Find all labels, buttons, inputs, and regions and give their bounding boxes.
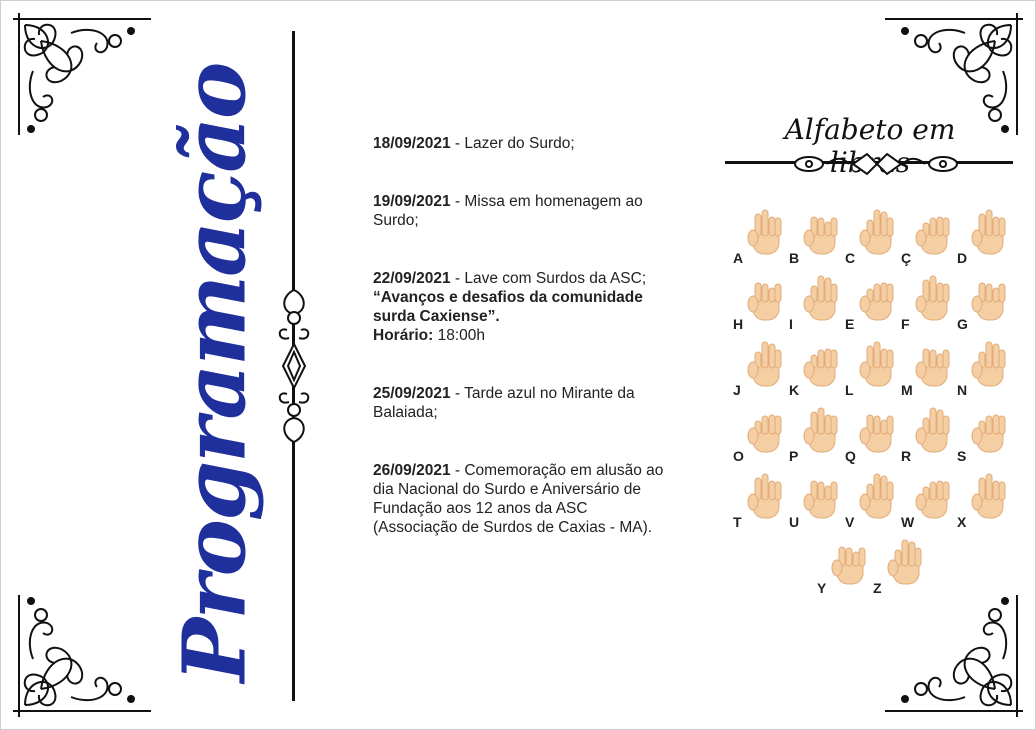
- agenda-highlight: “Avanços e desafios da comunidade surda Caxiense”.: [373, 289, 643, 325]
- flourish-divider-icon: [277, 286, 311, 446]
- hand-sign-icon: [913, 470, 955, 522]
- hand-sign-icon: [801, 338, 843, 390]
- hand-sign-icon: [969, 206, 1011, 258]
- agenda-text: - Lazer do Surdo;: [450, 135, 575, 152]
- agenda-text: - Tarde azul no Mirante da Balaiada;: [373, 385, 635, 421]
- hand-sign-icon: [885, 536, 927, 588]
- sign-cell: [841, 206, 899, 266]
- sign-cell: [729, 404, 787, 464]
- sign-cell: [785, 470, 843, 530]
- hand-sign-icon: [829, 536, 871, 588]
- sign-cell: [897, 338, 955, 398]
- sign-cell: [785, 338, 843, 398]
- sign-cell: [729, 206, 787, 266]
- sign-letter: Y: [817, 580, 827, 596]
- agenda-date: 19/09/2021: [373, 193, 451, 210]
- sign-letter: N: [957, 382, 968, 398]
- hand-sign-icon: [745, 338, 787, 390]
- hand-sign-icon: [801, 470, 843, 522]
- hand-sign-icon: [969, 272, 1011, 324]
- sign-cell: [953, 338, 1011, 398]
- sign-letter: M: [901, 382, 913, 398]
- sign-cell: [897, 470, 955, 530]
- sign-cell: [813, 536, 871, 596]
- agenda-list: [373, 134, 673, 576]
- hand-sign-icon: [857, 404, 899, 456]
- sign-cell: [841, 338, 899, 398]
- sign-cell: [897, 206, 955, 266]
- hand-sign-icon: [745, 272, 787, 324]
- sign-letter: O: [733, 448, 744, 464]
- flourish-divider-icon: [791, 151, 961, 177]
- sign-letter: R: [901, 448, 912, 464]
- page-title: Programação: [164, 63, 266, 683]
- agenda-text: - Missa em homenagem ao Surdo;: [373, 193, 643, 229]
- agenda-time-label: Horário:: [373, 327, 434, 344]
- hand-sign-icon: [801, 272, 843, 324]
- hand-sign-icon: [745, 206, 787, 258]
- sign-letter: G: [957, 316, 968, 332]
- hand-sign-icon: [913, 404, 955, 456]
- hand-sign-icon: [913, 338, 955, 390]
- sign-cell: [953, 206, 1011, 266]
- sign-cell: [785, 404, 843, 464]
- agenda-item: [373, 134, 673, 153]
- hand-sign-icon: [857, 470, 899, 522]
- sign-letter: Q: [845, 448, 856, 464]
- agenda-item: [373, 269, 673, 345]
- sign-letter: F: [901, 316, 910, 332]
- sign-letter: X: [957, 514, 967, 530]
- sign-alphabet-grid: [729, 206, 1029, 606]
- sign-cell: [869, 536, 927, 596]
- sign-letter: V: [845, 514, 855, 530]
- sign-cell: [953, 404, 1011, 464]
- agenda-text: - Comemoração em alusão ao dia Nacional do Surdo e Aniversário de Fundação aos 12 anos da ASC (Associação de Surdos de Caxias - MA).: [373, 462, 664, 536]
- hand-sign-icon: [913, 206, 955, 258]
- hand-sign-icon: [857, 338, 899, 390]
- agenda-item: [373, 384, 673, 422]
- agenda-time-value: 18:00h: [433, 327, 486, 344]
- hand-sign-icon: [745, 470, 787, 522]
- sign-cell: [729, 338, 787, 398]
- sign-letter: P: [789, 448, 799, 464]
- sign-letter: H: [733, 316, 744, 332]
- sign-letter: T: [733, 514, 742, 530]
- sign-letter: E: [845, 316, 855, 332]
- alphabet-title: Alfabeto em: [784, 113, 956, 146]
- sign-letter: W: [901, 514, 915, 530]
- sign-letter: C: [845, 250, 856, 266]
- sign-letter: D: [957, 250, 968, 266]
- sign-letter: Ç: [901, 250, 912, 266]
- sign-cell: [785, 272, 843, 332]
- hand-sign-icon: [969, 470, 1011, 522]
- sign-cell: [897, 404, 955, 464]
- sign-cell: [785, 206, 843, 266]
- sign-cell: [841, 272, 899, 332]
- sign-cell: [841, 470, 899, 530]
- agenda-date: 26/09/2021: [373, 462, 451, 479]
- sign-letter: B: [789, 250, 800, 266]
- sign-cell: [729, 470, 787, 530]
- sign-letter: L: [845, 382, 854, 398]
- hand-sign-icon: [857, 206, 899, 258]
- sign-letter: A: [733, 250, 744, 266]
- hand-sign-icon: [745, 404, 787, 456]
- hand-sign-icon: [913, 272, 955, 324]
- sign-letter: I: [789, 316, 793, 332]
- agenda-item: [373, 461, 673, 537]
- sign-letter: Z: [873, 580, 882, 596]
- agenda-date: 18/09/2021: [373, 135, 451, 152]
- sign-cell: [897, 272, 955, 332]
- corner-ornament-icon: [11, 11, 161, 151]
- hand-sign-icon: [969, 338, 1011, 390]
- sign-letter: J: [733, 382, 741, 398]
- sign-cell: [841, 404, 899, 464]
- sign-letter: U: [789, 514, 800, 530]
- sign-letter: S: [957, 448, 967, 464]
- hand-sign-icon: [801, 404, 843, 456]
- sign-cell: [953, 272, 1011, 332]
- agenda-text: - Lave com Surdos da ASC;: [450, 270, 647, 287]
- sign-cell: [953, 470, 1011, 530]
- hand-sign-icon: [969, 404, 1011, 456]
- corner-ornament-icon: [11, 579, 161, 719]
- agenda-item: [373, 192, 673, 230]
- sign-letter: K: [789, 382, 800, 398]
- agenda-date: 25/09/2021: [373, 385, 451, 402]
- sign-cell: [729, 272, 787, 332]
- agenda-date: 22/09/2021: [373, 270, 451, 287]
- hand-sign-icon: [857, 272, 899, 324]
- hand-sign-icon: [801, 206, 843, 258]
